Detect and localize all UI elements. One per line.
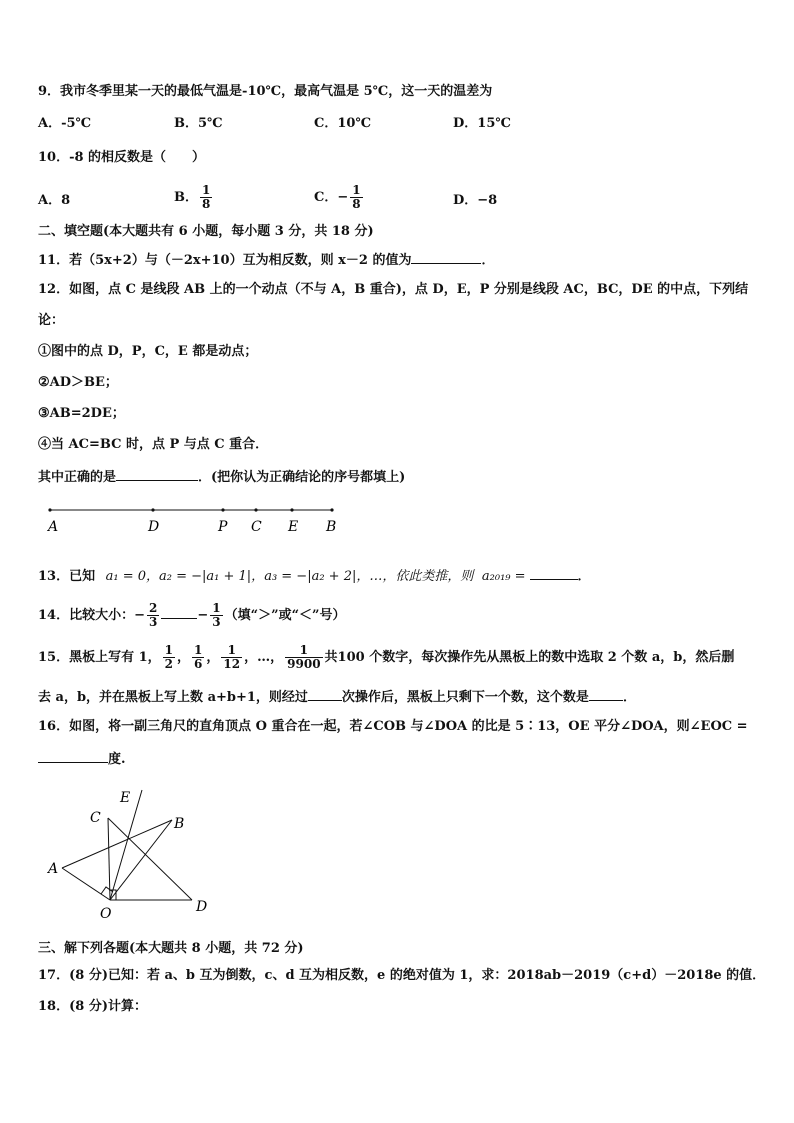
q15-rest: 共100 个数字，每次操作先从黑板上的数中选取 2 个数 a，b，然后删	[324, 650, 735, 665]
q15-fraction-last	[285, 644, 322, 671]
q9-option-c: C．10℃	[314, 116, 372, 131]
label-d: D	[148, 519, 160, 535]
q13-a3: a₃ = −|a₂ + 2|，…，依此类推，则	[264, 569, 474, 584]
q12-ask	[38, 468, 405, 486]
q15-line2-a: 去 a，b，并在黑板上写上数 a+b+1，则经过	[38, 690, 308, 705]
q12-statement-4: ④当 AC=BC 时，点 P 与点 C 重合．	[38, 437, 269, 452]
q9-option-d: D．15℃	[453, 116, 511, 131]
fraction-denominator: 12	[223, 657, 241, 671]
fraction-denominator: 8	[202, 197, 211, 211]
point-e-dot	[290, 508, 293, 511]
point-p-dot	[221, 508, 224, 511]
fraction-denominator: 6	[194, 657, 203, 671]
q12-statement-1: ①图中的点 D，P，C，E 都是动点；	[38, 344, 258, 359]
q15-line1: 15．黑板上写有 1， $\frac{1}{2}$ ， $\frac{1}{6}$ ， $\frac{1}{12}$ ，…， $\frac{1}{9900}$ 共100 个数字，每次操作先从黑板上的数中选取 2 个数 a，b，然后删	[38, 643, 735, 671]
line-oa	[62, 868, 110, 900]
q10-option-a: A．8	[38, 193, 71, 208]
q11	[38, 251, 494, 269]
fraction-denominator: 3	[148, 615, 158, 629]
q14-fraction-1	[147, 602, 159, 629]
fraction-numerator: 1	[164, 643, 174, 657]
q15-line2-c: ．	[622, 690, 636, 705]
q17: 17．(8 分)已知：若 a、b 互为倒数，c、d 互为相反数，e 的绝对值为 1，求：2018ab－2019（c+d）－2018e 的值．	[38, 968, 766, 983]
fraction-numerator: 1	[352, 183, 361, 197]
q13-a2019: a₂₀₁₉ =	[481, 569, 526, 584]
q9-stem: 9．我市冬季里某一天的最低气温是-10℃，最高气温是 5℃，这一天的温差为	[38, 84, 493, 99]
point-c-dot	[254, 508, 257, 511]
q12-ask-hint: ．(把你认为正确结论的序号都填上)	[198, 470, 406, 485]
q10-option-b	[174, 184, 214, 211]
fraction-numerator: 1	[212, 601, 221, 615]
label-e: E	[288, 519, 299, 535]
q11-text: 11．若（5x+2）与（－2x+10）互为相反数，则 x－2 的值为	[38, 253, 412, 268]
q9-option-a: A．-5℃	[38, 116, 92, 131]
q14-prefix: 14．比较大小：−	[38, 608, 145, 623]
q16-triangle-figure	[38, 784, 238, 924]
q15-line2	[38, 688, 636, 706]
q12-line1: 12．如图，点 C 是线段 AB 上的一个动点（不与 A，B 重合)，点 D，E，P 分别是线段 AC，BC，DE 的中点，下列结	[38, 282, 749, 297]
label-d: D	[196, 899, 208, 915]
fraction-numerator: 1	[202, 183, 211, 197]
q12-line2: 论：	[38, 313, 65, 328]
q10-option-d: D．−8	[453, 193, 498, 208]
q13-end: ．	[577, 569, 591, 584]
answer-blank[interactable]	[589, 688, 623, 701]
label-p: P	[218, 519, 228, 535]
fraction-numerator: 1	[285, 644, 322, 658]
q18: 18．(8 分)计算：	[38, 999, 147, 1014]
q10-stem: 10．-8 的相反数是（ ）	[38, 150, 206, 165]
point-b-dot	[330, 508, 333, 511]
label-b: B	[174, 816, 185, 832]
q10-option-c-fraction	[350, 184, 362, 211]
label-c: C	[90, 810, 101, 826]
answer-blank[interactable]	[530, 567, 578, 580]
q13-prefix: 13．已知	[38, 569, 96, 584]
fraction-denominator: 9900	[287, 657, 321, 671]
answer-blank[interactable]	[308, 688, 342, 701]
answer-blank[interactable]	[411, 251, 481, 264]
q15-line2-b: 次操作后，黑板上只剩下一个数，这个数是	[341, 690, 589, 705]
label-o: O	[100, 906, 112, 922]
q10-option-b-fraction	[200, 184, 212, 211]
q10-option-c	[314, 184, 365, 211]
fraction-denominator: 8	[352, 197, 361, 211]
line-ob	[110, 820, 172, 900]
q13-a1: a₁ = 0，	[105, 569, 160, 584]
q10-option-c-label: C．−	[314, 190, 349, 205]
q15-prefix: 15．黑板上写有 1，	[38, 650, 161, 665]
q14	[38, 599, 346, 633]
label-a: A	[48, 519, 59, 535]
q15-fraction-3	[221, 644, 242, 671]
q9-option-b: B．5℃	[174, 116, 223, 131]
label-a: A	[48, 861, 59, 877]
q11-end: ．	[481, 253, 495, 268]
fraction-numerator: 1	[221, 644, 242, 658]
q12-statement-3: ③AB=2DE；	[38, 406, 125, 421]
label-e: E	[120, 790, 131, 806]
q12-statement-2: ②AD＞BE；	[38, 375, 118, 390]
fraction-numerator: 1	[194, 643, 203, 657]
q12-segment-figure	[38, 500, 358, 540]
label-c: C	[251, 519, 262, 535]
q15-fraction-2	[192, 644, 204, 671]
answer-blank[interactable]	[116, 468, 198, 481]
q16-line1: 16．如图，将一副三角尺的直角顶点 O 重合在一起，若∠COB 与∠DOA 的比是 5∶13，OE 平分∠DOA，则∠EOC =	[38, 719, 748, 734]
answer-blank[interactable]	[38, 750, 108, 763]
q14-minus: −	[197, 608, 209, 623]
fraction-numerator: 2	[148, 601, 158, 615]
point-d-dot	[151, 508, 154, 511]
section-3-heading: 三、解下列各题(本大题共 8 小题，共 72 分)	[38, 941, 304, 956]
q12-ask-text: 其中正确的是	[38, 470, 117, 485]
fraction-denominator: 2	[164, 657, 174, 671]
q15-dots: ，…，	[244, 650, 284, 665]
fraction-denominator: 3	[212, 615, 221, 629]
q16-line2-text: 度.	[108, 752, 126, 767]
answer-blank[interactable]	[161, 606, 197, 619]
point-a-dot	[48, 508, 51, 511]
q14-fraction-2	[210, 602, 222, 629]
line-oc	[108, 818, 110, 900]
section-2-heading: 二、填空题(本大题共有 6 小题，每小题 3 分，共 18 分)	[38, 224, 374, 239]
q16-line2	[38, 750, 126, 768]
q15-fraction-1	[163, 644, 175, 671]
label-b: B	[326, 519, 337, 535]
q13-a2: a₂ = −|a₁ + 1|，	[159, 569, 265, 584]
q14-suffix: （填“＞”或“＜”号）	[224, 608, 346, 623]
q13	[38, 567, 591, 585]
q10-option-b-label: B．	[174, 190, 198, 205]
